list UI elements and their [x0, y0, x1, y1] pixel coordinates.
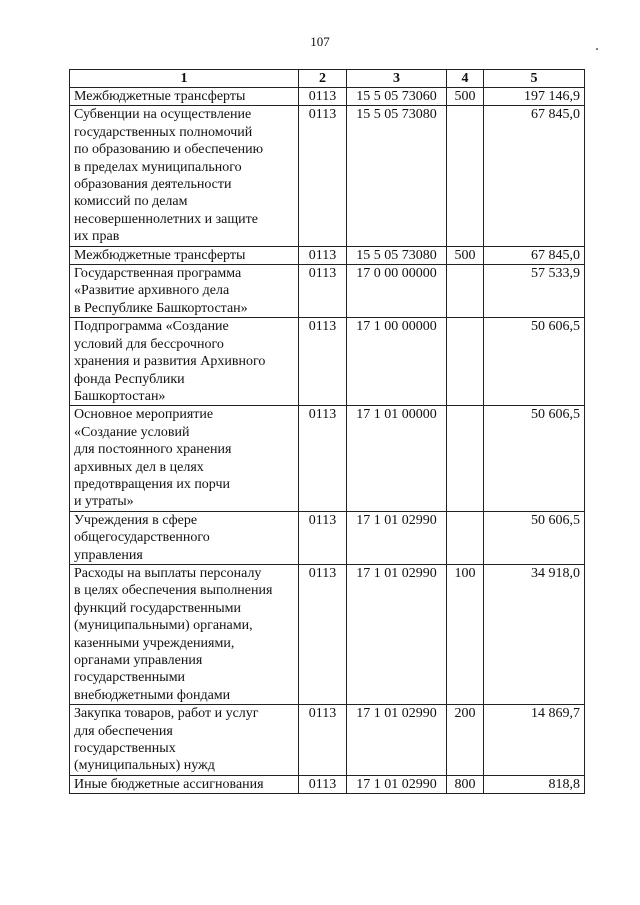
section-cell: 0113: [299, 265, 347, 318]
row-name-cell: [70, 88, 299, 106]
expense-type-cell: 100: [447, 564, 484, 704]
table-row: [70, 511, 585, 564]
amount-cell: 50 606,5: [484, 318, 585, 406]
table-row: [70, 246, 585, 264]
name-line: Межбюджетные трансферты: [74, 247, 246, 263]
name-line: государственных: [74, 741, 176, 757]
name-line: в целях обеспечения выполнения: [74, 583, 273, 599]
table-row: [70, 406, 585, 511]
name-line: для постоянного хранения: [74, 442, 232, 458]
name-line: внебюджетными фондами: [74, 687, 231, 703]
name-line: «Создание условий: [74, 424, 190, 440]
table-row: [70, 265, 585, 318]
row-name-cell: [70, 406, 299, 511]
name-line: хранения и развития Архивного: [74, 354, 266, 370]
section-cell: 0113: [299, 406, 347, 511]
name-line: органами управления: [74, 653, 203, 668]
amount-cell: 67 845,0: [484, 246, 585, 264]
row-name-cell: [70, 265, 299, 318]
budget-table: [69, 69, 585, 794]
table-row: [70, 88, 585, 106]
row-name-cell: [70, 775, 299, 793]
code-cell: 17 1 01 02990: [347, 705, 447, 776]
expense-type-cell: 200: [447, 705, 484, 776]
name-line: Иные бюджетные ассигнования: [74, 776, 264, 792]
section-cell: 0113: [299, 246, 347, 264]
name-line: казенными учреждениями,: [74, 635, 235, 651]
table-row: [70, 564, 585, 704]
table-row: [70, 106, 585, 246]
name-line: общегосударственного: [74, 530, 210, 546]
amount-cell: 818,8: [484, 775, 585, 793]
header-col-4: 4: [447, 70, 484, 88]
code-cell: 17 1 01 02990: [347, 564, 447, 704]
header-col-1: 1: [70, 70, 299, 88]
scan-speck: [596, 48, 598, 50]
section-cell: 0113: [299, 775, 347, 793]
code-cell: 17 1 01 02990: [347, 775, 447, 793]
name-line: Субвенции на осуществление: [74, 107, 252, 123]
name-line: (муниципальных) нужд: [74, 758, 215, 774]
table-row: [70, 318, 585, 406]
code-cell: 15 5 05 73080: [347, 106, 447, 246]
expense-type-cell: 500: [447, 88, 484, 106]
name-line: предотвращения их порчи: [74, 476, 230, 492]
expense-type-cell: [447, 265, 484, 318]
header-row: [70, 70, 585, 88]
page-number: 107: [310, 34, 330, 49]
name-line: в Республике Башкортостан»: [74, 300, 248, 316]
name-line: по образованию и обеспечению: [74, 142, 264, 158]
name-line: Учреждения в сфере: [74, 512, 198, 528]
section-cell: 0113: [299, 564, 347, 704]
name-line: Межбюджетные трансферты: [74, 89, 246, 104]
name-line: фонда Республики: [74, 371, 185, 387]
table-header: [70, 70, 585, 88]
name-line: для обеспечения: [74, 723, 173, 739]
row-name-cell: [70, 318, 299, 406]
amount-cell: 57 533,9: [484, 265, 585, 318]
code-cell: 17 1 01 02990: [347, 511, 447, 564]
section-cell: 0113: [299, 705, 347, 776]
name-line: условий для бессрочного: [74, 336, 224, 352]
name-line: управления: [74, 547, 143, 563]
header-col-5: 5: [484, 70, 585, 88]
row-name-cell: [70, 705, 299, 776]
expense-type-cell: [447, 318, 484, 406]
expense-type-cell: [447, 106, 484, 246]
expense-type-cell: 500: [447, 246, 484, 264]
row-name-cell: [70, 511, 299, 564]
code-cell: 17 1 01 00000: [347, 406, 447, 511]
name-line: и утраты»: [74, 494, 134, 510]
name-line: архивных дел в целях: [74, 459, 204, 475]
name-line: Государственная программа: [74, 266, 242, 282]
section-cell: 0113: [299, 511, 347, 564]
code-cell: 15 5 05 73080: [347, 246, 447, 264]
code-cell: 17 0 00 00000: [347, 265, 447, 318]
expense-type-cell: [447, 406, 484, 511]
section-cell: 0113: [299, 318, 347, 406]
amount-cell: 50 606,5: [484, 406, 585, 511]
name-line: их прав: [74, 229, 120, 245]
code-cell: 15 5 05 73060: [347, 88, 447, 106]
table-row: [70, 775, 585, 793]
amount-cell: 14 869,7: [484, 705, 585, 776]
expense-type-cell: [447, 511, 484, 564]
name-line: Башкортостан»: [74, 388, 166, 404]
name-line: образования деятельности: [74, 177, 232, 193]
name-line: комиссий по делам: [74, 194, 188, 210]
row-name-cell: [70, 246, 299, 264]
name-line: (муниципальными) органами,: [74, 618, 253, 634]
header-col-2: 2: [299, 70, 347, 88]
amount-cell: 67 845,0: [484, 106, 585, 246]
amount-cell: 50 606,5: [484, 511, 585, 564]
name-line: государственными: [74, 670, 186, 686]
section-cell: 0113: [299, 106, 347, 246]
name-line: Расходы на выплаты персоналу: [74, 565, 262, 581]
table-row: [70, 705, 585, 776]
header-col-3: 3: [347, 70, 447, 88]
name-line: государственных полномочий: [74, 124, 253, 140]
name-line: «Развитие архивного дела: [74, 283, 230, 299]
name-line: несовершеннолетних и защите: [74, 211, 258, 227]
name-line: в пределах муниципального: [74, 159, 242, 175]
name-line: функций государственными: [74, 600, 242, 616]
code-cell: 17 1 00 00000: [347, 318, 447, 406]
section-cell: 0113: [299, 88, 347, 106]
table-body: [70, 88, 585, 794]
amount-cell: 34 918,0: [484, 564, 585, 704]
amount-cell: 197 146,9: [484, 88, 585, 106]
name-line: Подпрограмма «Создание: [74, 319, 229, 335]
expense-type-cell: 800: [447, 775, 484, 793]
row-name-cell: [70, 564, 299, 704]
name-line: Закупка товаров, работ и услуг: [74, 706, 259, 722]
row-name-cell: [70, 106, 299, 246]
name-line: Основное мероприятие: [74, 407, 214, 423]
